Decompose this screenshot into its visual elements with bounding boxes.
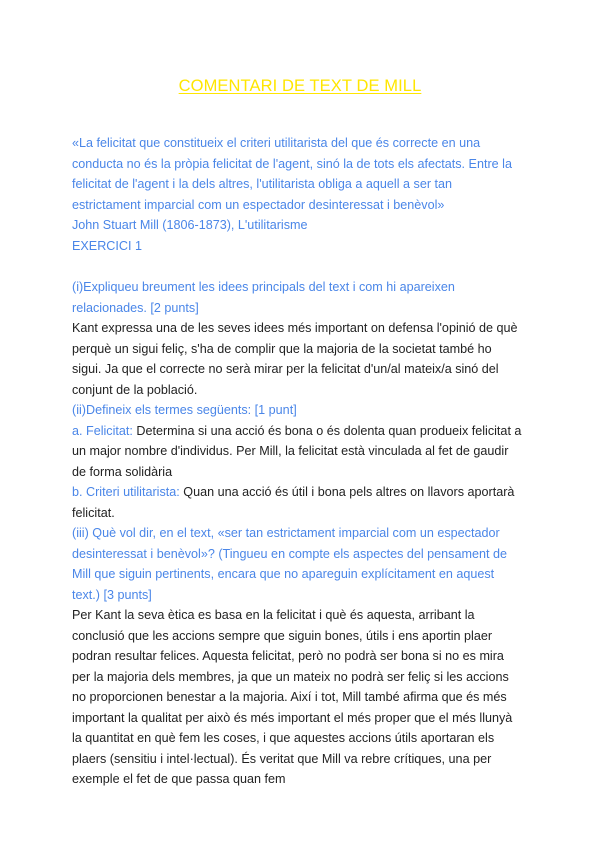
term-b-label: b. Criteri utilitarista: <box>72 485 180 499</box>
term-b <box>72 482 524 523</box>
document-body <box>72 133 524 790</box>
term-b-text: Quan una acció és útil i bona pels altres on llavors aportarà felicitat. <box>72 485 515 520</box>
question-2: (ii)Defineix els termes següents: [1 punt] <box>72 403 297 417</box>
term-a <box>72 421 524 483</box>
question-1: (i)Expliqueu breument les idees principals del text i com hi apareixen relacionades. [2 punts] <box>72 280 455 315</box>
quote-author: John Stuart Mill (1806-1873), L'utilitarisme <box>72 218 308 232</box>
answer-1: Kant expressa una de les seves idees més important on defensa l'opinió de què perquè un sigui feliç, s'ha de complir que la majoria de la societat també ho sigui. Ja que el correcte no serà mirar per la felicitat d'un/al mateix/a sinó del conjunt de la població. <box>72 321 518 397</box>
question-3: (iii) Què vol dir, en el text, «ser tan estrictament imparcial com un espectador desinteressat i benèvol»? (Tingueu en compte els aspectes del pensament de Mill que siguin pertinents, encara que no apareguin explícitament en aquest text.) [3 punts] <box>72 526 507 602</box>
answer-3: Per Kant la seva ètica es basa en la felicitat i què és aquesta, arribant la conclusió que les accions sempre que siguin bones, útils i ens aportin plaer podran resultar felices. Aquesta felicitat, però no podrà ser bona si no es mira per la majoria dels membres, ja que un mateix no podrà ser feliç si les accions no proporcionen benestar a la majoria. Així i tot, Mill també afirma que és més important la qualitat per això és més important el més proper que el més llunyà la quantitat en què fem les coses, i que aquestes accions útils aportaran els plaers (sensitiu i intel·lectual). És veritat que Mill va rebre crítiques, una per exemple el fet de que passa quan fem <box>72 608 513 786</box>
term-a-label: a. Felicitat: <box>72 423 133 438</box>
exercise-label: EXERCICI 1 <box>72 238 142 253</box>
quote-paragraph: «La felicitat que constitueix el criteri utilitarista del que és correcte en una conducta no és la pròpia felicitat de l'agent, sinó la de tots els afectats. Entre la felicitat de l'agent i la dels altres, l'utilitarista obliga a aquell a ser tan estrictament imparcial com un espectador desinteressat i benèvol» <box>72 136 512 212</box>
document-title: COMENTARI DE TEXT DE MILL <box>178 77 422 95</box>
spacer <box>72 256 524 277</box>
term-a-text: Determina si una acció és bona o és dolenta quan produeix felicitat a un major nombre d'individus. Per Mill, la felicitat està vinculada al fet de gaudir de forma solidària <box>72 423 522 479</box>
